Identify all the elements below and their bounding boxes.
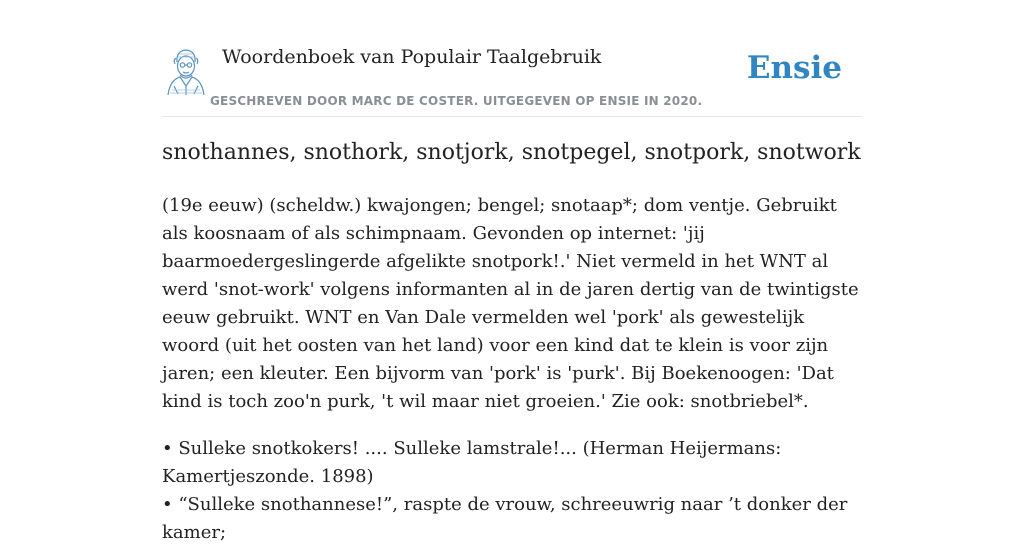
example-quote: • Sulleke snotkokers! .... Sulleke lamstrale!... (Herman Heijermans: Kamertjeszonde. 1898): [162, 438, 782, 487]
book-header: [162, 40, 862, 117]
author-portrait-icon: [164, 46, 208, 96]
book-title[interactable]: Woordenboek van Populair Taalgebruik: [222, 46, 602, 68]
entry-title: snothannes, snothork, snotjork, snotpegel, snotpork, snotwork: [162, 140, 861, 165]
example-quote: • “Sulleke snothannese!”, raspte de vrouw, schreeuwrig naar ’t donker der kamer;: [162, 494, 848, 543]
entry-examples: [162, 435, 862, 547]
author-byline: GESCHREVEN DOOR MARC DE COSTER. UITGEGEVEN OP ENSIE IN 2020.: [210, 94, 703, 108]
entry-definition: (19e eeuw) (scheldw.) kwajongen; bengel; snotaap*; dom ventje. Gebruikt als koosnaam of als schimpnaam. Gevonden op internet: 'jij baarmoedergeslingerde afgelikte snotpork!.' Niet vermeld in het WNT al werd 'snot-work' volgens informanten al in de jaren dertig van de twintigste eeuw gebruikt. WNT en Van Dale vermelden wel 'pork' als gewestelijk woord (uit het oosten van het land) voor een kind dat te klein is voor zijn jaren; een kleuter. Een bijvorm van 'pork' is 'purk'. Bij Boekenoogen: 'Dat kind is toch zoo'n purk, 't wil maar niet groeien.' Zie ook: snotbriebel*.: [162, 195, 859, 412]
ensie-logo-link[interactable]: Ensie: [746, 50, 842, 86]
